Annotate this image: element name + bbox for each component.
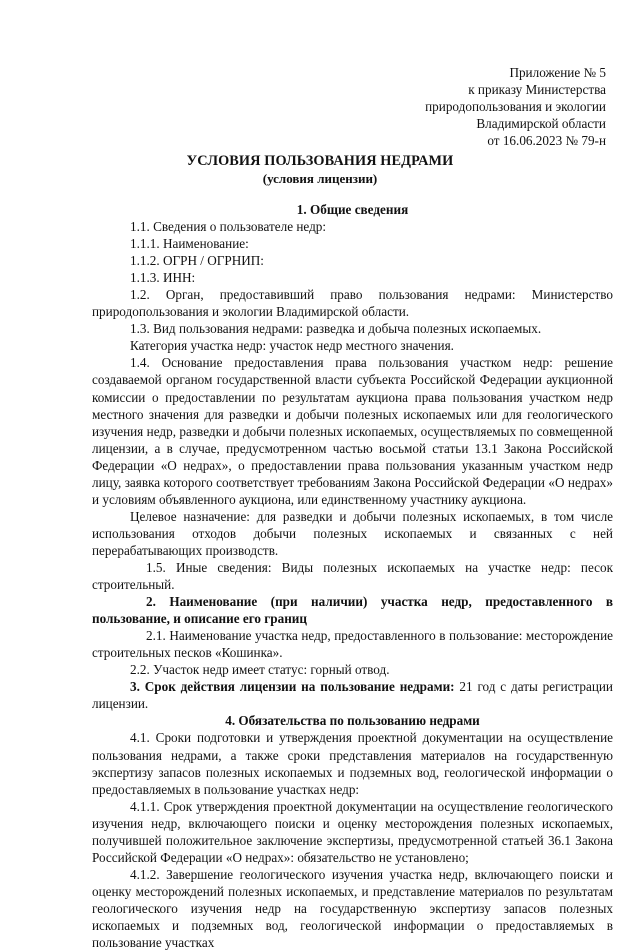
clause-4-1: 4.1. Сроки подготовки и утверждения проектной документации на осуществление пользования недрами, а также сроки представления материалов на государственную экспертизу запасов полезных ископаемых и подземных вод, геологической информации о предоставляемых в пользование участках недр: <box>92 730 613 797</box>
clause-4-1-1: 4.1.1. Срок утверждения проектной документации на осуществление геологического изучения недр, включающего поиски и оценку месторождения полезных ископаемых, получившей положительное заключение экспертизы, предусмотренной статьей 36.1 Закона Российской Федерации «О недрах»: обязательство не установлено; <box>92 798 613 865</box>
clause-2-2: 2.2. Участок недр имеет статус: горный отвод. <box>130 662 390 678</box>
clause-1-1-2: 1.1.2. ОГРН / ОГРНИП: <box>130 253 264 269</box>
clause-1-1-1: 1.1.1. Наименование: <box>130 236 249 252</box>
document-title <box>0 152 640 187</box>
clause-1-4: 1.4. Основание предоставления права пользования участком недр: решение создаваемой органом государственной власти субъекта Российской Федерации аукционной комиссии о предоставлении по результатам аукциона права пользования участком недр местного значения для разведки и добычи полезных ископаемых или для геологического изучения недр, разведки и добычи полезных ископаемых, осуществляемых по совмещенной лицензии, а в случае, предусмотренном частью восьмой статьи 13.1 Закона Российской Федерации «О недрах», о предоставлении права пользования указанным участком недр лицу, заявка которого соответствует требованиям Закона Российской Федерации «О недрах» и условиям объявленного аукциона, или единственному участнику аукциона. <box>92 355 613 507</box>
section-2-heading: 2. Наименование (при наличии) участка недр, предоставленного в пользование, и описание его границ <box>92 594 613 627</box>
section-3-text: 21 год с даты регистрации лицензии. <box>92 679 613 712</box>
title-sub: (условия лицензии) <box>262 171 378 186</box>
clause-4-1-2: 4.1.2. Завершение геологического изучения участка недр, включающего поиски и оценку месторождений полезных ископаемых, и представление материалов по результатам геологического изучения недр на государственную экспертизу запасов полезных ископаемых и подземных вод, геологической информации о предоставляемых в пользование участках <box>92 866 613 951</box>
appendix-order-ref: к приказу Министерства <box>468 82 606 97</box>
section-3-heading: 3. Срок действия лицензии на пользование недрами: <box>130 679 455 695</box>
clause-1-5: 1.5. Иные сведения: Виды полезных ископаемых на участке недр: песок строительный. <box>92 559 613 593</box>
clause-2-1: 2.1. Наименование участка недр, предоставленного в пользование: месторождение строительных песков «Кошинка». <box>92 628 613 661</box>
clause-1-4-purpose: Целевое назначение: для разведки и добычи полезных ископаемых, в том числе использования отходов добычи полезных ископаемых и связанных с ней перерабатывающих производств. <box>92 508 613 558</box>
section-1-heading: 1. Общие сведения <box>296 202 409 217</box>
clause-1-3-category: Категория участка недр: участок недр местного значения. <box>130 338 454 354</box>
clause-1-3: 1.3. Вид пользования недрами: разведка и добыча полезных ископаемых. <box>130 321 542 337</box>
document-body <box>92 200 613 951</box>
appendix-region: Владимирской области <box>476 116 606 131</box>
clause-1-2: 1.2. Орган, предоставивший право пользования недрами: Министерство природопользования и экологии Владимирской области. <box>92 287 613 320</box>
section-3 <box>92 678 613 712</box>
clause-1-1: 1.1. Сведения о пользователе недр: <box>130 219 327 235</box>
clause-1-1-3: 1.1.3. ИНН: <box>130 270 196 286</box>
appendix-ministry: природопользования и экологии <box>425 99 606 114</box>
title-main: УСЛОВИЯ ПОЛЬЗОВАНИЯ НЕДРАМИ <box>186 153 454 169</box>
appendix-header <box>425 64 606 149</box>
appendix-number: Приложение № 5 <box>509 65 606 80</box>
appendix-date: от 16.06.2023 № 79-н <box>487 133 606 148</box>
section-4-heading: 4. Обязательства по пользованию недрами <box>225 713 480 729</box>
